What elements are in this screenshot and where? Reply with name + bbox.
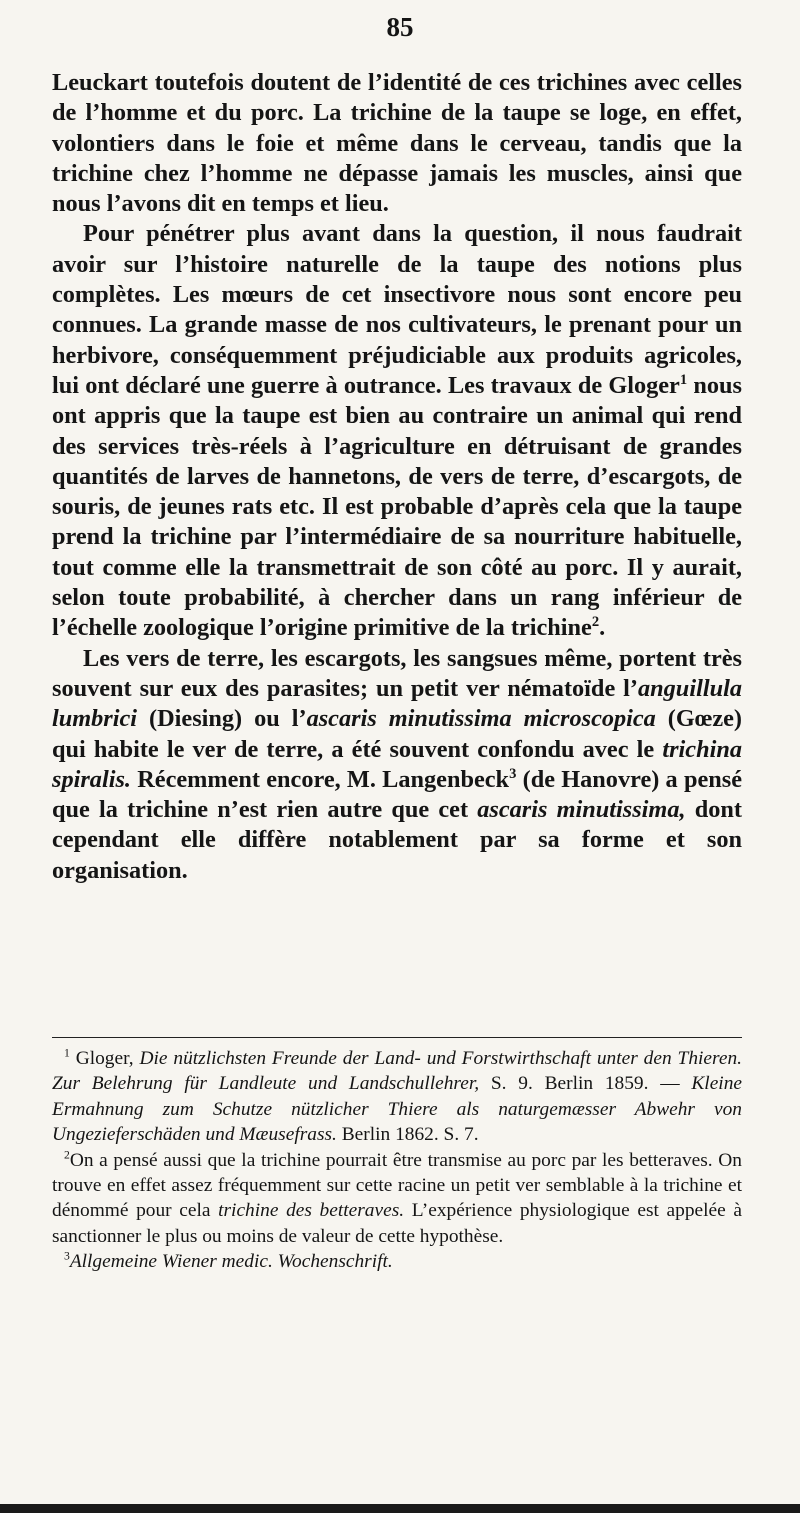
paragraph-2: Pour pénétrer plus avant dans la question, il nous faudrait avoir sur l’histoire naturelle de la taupe des notions plus complètes. Les mœurs de cet insectivore nous sont encore peu connues. La grande masse de nos cultivateurs, le prenant pour un herbivore, conséquemment préjudiciable aux produits agricoles, lui ont déclaré une guerre à outrance. Les travaux de Gloger$^1$ nous ont appris que la taupe est bien au contraire un animal qui rend des services très-réels à l’agriculture en détruisant de grandes quantités de larves de hannetons, de vers de terre, d’escargots, de souris, de jeunes rats etc. Il est probable d’après cela que la taupe prend la trichine par l’intermédiaire de sa nourriture habituelle, tout comme elle la transmettrait de son côté au porc. Il y aurait, selon toute probabilité, à chercher dans un rang inférieur de l’échelle zoologique l’origine primitive de la trichine$^2$.: [52, 220, 742, 642]
paragraph-3: Les vers de terre, les escargots, les sangsues même, portent très souvent sur eux des parasites; un petit ver nématoïde l’anguillula lumbrici (Diesing) ou l’ascaris minutissima microscopica (Gœze) qui habite le ver de terre, a été souvent confondu avec le trichina spiralis. Récemment encore, M. Langenbeck$^3$ (de Hanovre) a pensé que la trichine n’est rien autre que cet ascaris minutissima, dont cependant elle diffère notablement par sa forme et son organisation.: [52, 644, 743, 884]
footnotes: [52, 1046, 742, 1275]
footnote-ref-1: 1: [679, 371, 688, 388]
main-text: [52, 68, 742, 886]
footnote-ref-3: 3: [509, 765, 517, 782]
footnote-1: $^1$ Gloger, Die nützlichsten Freunde der Land- und Forstwirthschaft unter den Thieren. Zur Belehrung für Landleute und Landschullehrer, S. 9. Berlin 1859. — Kleine Ermahnung zum Schutze nützlicher Thiere als naturgemæsser Abwehr von Ungezieferschäden und Mæusefrass. Berlin 1862. S. 7.: [52, 1046, 742, 1146]
footnote-separator: [52, 1037, 742, 1038]
paragraph-1: Leuckart toutefois doutent de l’identité de ces trichines avec celles de l’homme et du porc. La trichine de la taupe se loge, en effet, volontiers dans le foie et même dans le cerveau, tandis que la trichine chez l’homme ne dépasse jamais les muscles, ainsi que nous l’avons dit en temps et lieu.: [52, 69, 742, 218]
footnote-2: $^2$On a pensé aussi que la trichine pourrait être transmise au porc par les betteraves. On trouve en effet assez fréquemment sur cette racine un petit ver semblable à la trichine et dénommé pour cela trichine des betteraves. L’expérience physiologique est appelée à sanctionner le plus ou moins de valeur de cette hypothèse.: [52, 1148, 742, 1247]
footnote-3: $^3$Allgemeine Wiener medic. Wochenschrift.: [64, 1249, 393, 1273]
page-edge-band: [0, 1504, 800, 1513]
page-number: 85: [386, 12, 414, 42]
footnote-ref-2: 2: [591, 614, 600, 631]
